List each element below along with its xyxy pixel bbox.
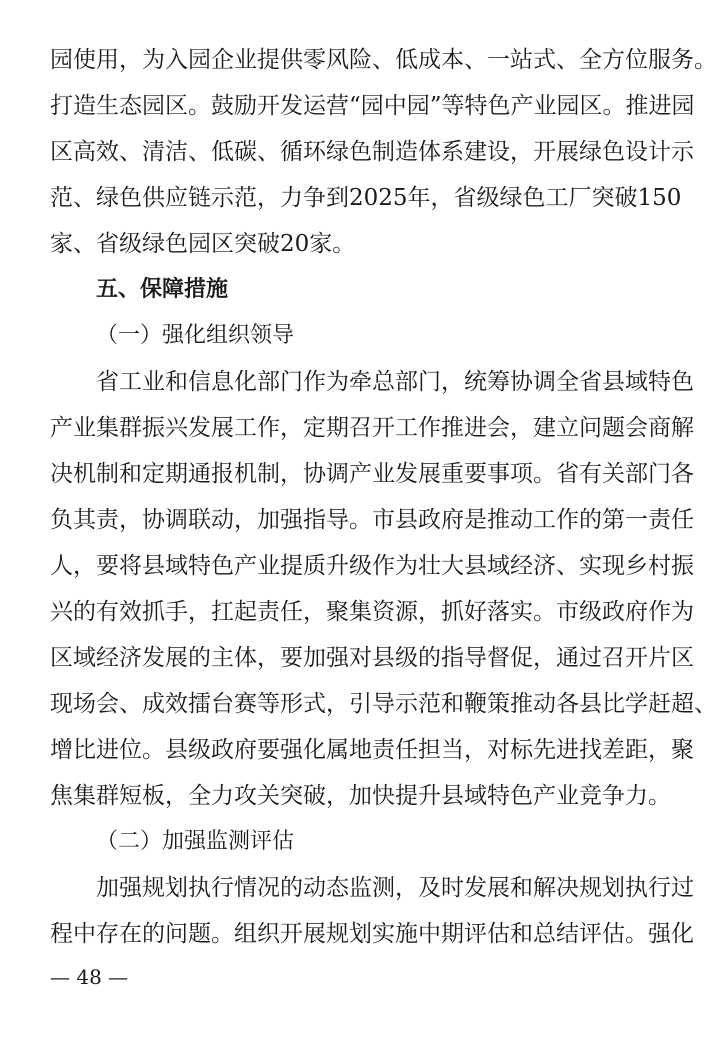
paragraph-line: 区域经济发展的主体，要加强对县级的指导督促，通过召开片区	[50, 645, 694, 671]
paragraph-line: 增比进位。县级政府要强化属地责任担当，对标先进找差距，聚	[50, 737, 694, 763]
paragraph-line: 现场会、成效擂台赛等形式，引导示范和鞭策推动各县比学赶超、	[50, 691, 717, 717]
paragraph-line: 程中存在的问题。组织开展规划实施中期评估和总结评估。强化	[50, 921, 694, 947]
section-heading: 五、保障措施	[96, 277, 229, 302]
paragraph-line: 人，要将县域特色产业提质升级作为壮大县域经济、实现乡村振	[50, 553, 694, 579]
paragraph-line: 园使用，为入园企业提供零风险、低成本、一站式、全方位服务。	[50, 47, 717, 73]
paragraph-line: 负其责，协调联动，加强指导。市县政府是推动工作的第一责任	[50, 507, 694, 533]
paragraph-line: 家、省级绿色园区突破20家。	[50, 231, 356, 257]
paragraph-line: 决机制和定期通报机制，协调产业发展重要事项。省有关部门各	[50, 461, 694, 487]
paragraph-line: 兴的有效抓手，扛起责任，聚集资源，抓好落实。市级政府作为	[50, 599, 694, 625]
subsection-heading: （一）强化组织领导	[96, 323, 295, 348]
paragraph-line: 焦集群短板，全力攻关突破，加快提升县域特色产业竞争力。	[50, 783, 671, 809]
paragraph-line: 省工业和信息化部门作为牵总部门，统筹协调全省县域特色	[96, 369, 694, 395]
paragraph-line: 范、绿色供应链示范，力争到2025年，省级绿色工厂突破150	[50, 185, 682, 211]
subsection-heading: （二）加强监测评估	[96, 829, 295, 854]
page-number: — 48 —	[50, 965, 129, 989]
paragraph-line: 打造生态园区。鼓励开发运营“园中园”等特色产业园区。推进园	[50, 93, 695, 119]
paragraph-line: 加强规划执行情况的动态监测，及时发展和解决规划执行过	[96, 875, 694, 901]
paragraph-line: 区高效、清洁、低碳、循环绿色制造体系建设，开展绿色设计示	[50, 139, 694, 165]
paragraph-line: 产业集群振兴发展工作，定期召开工作推进会，建立问题会商解	[50, 415, 694, 441]
